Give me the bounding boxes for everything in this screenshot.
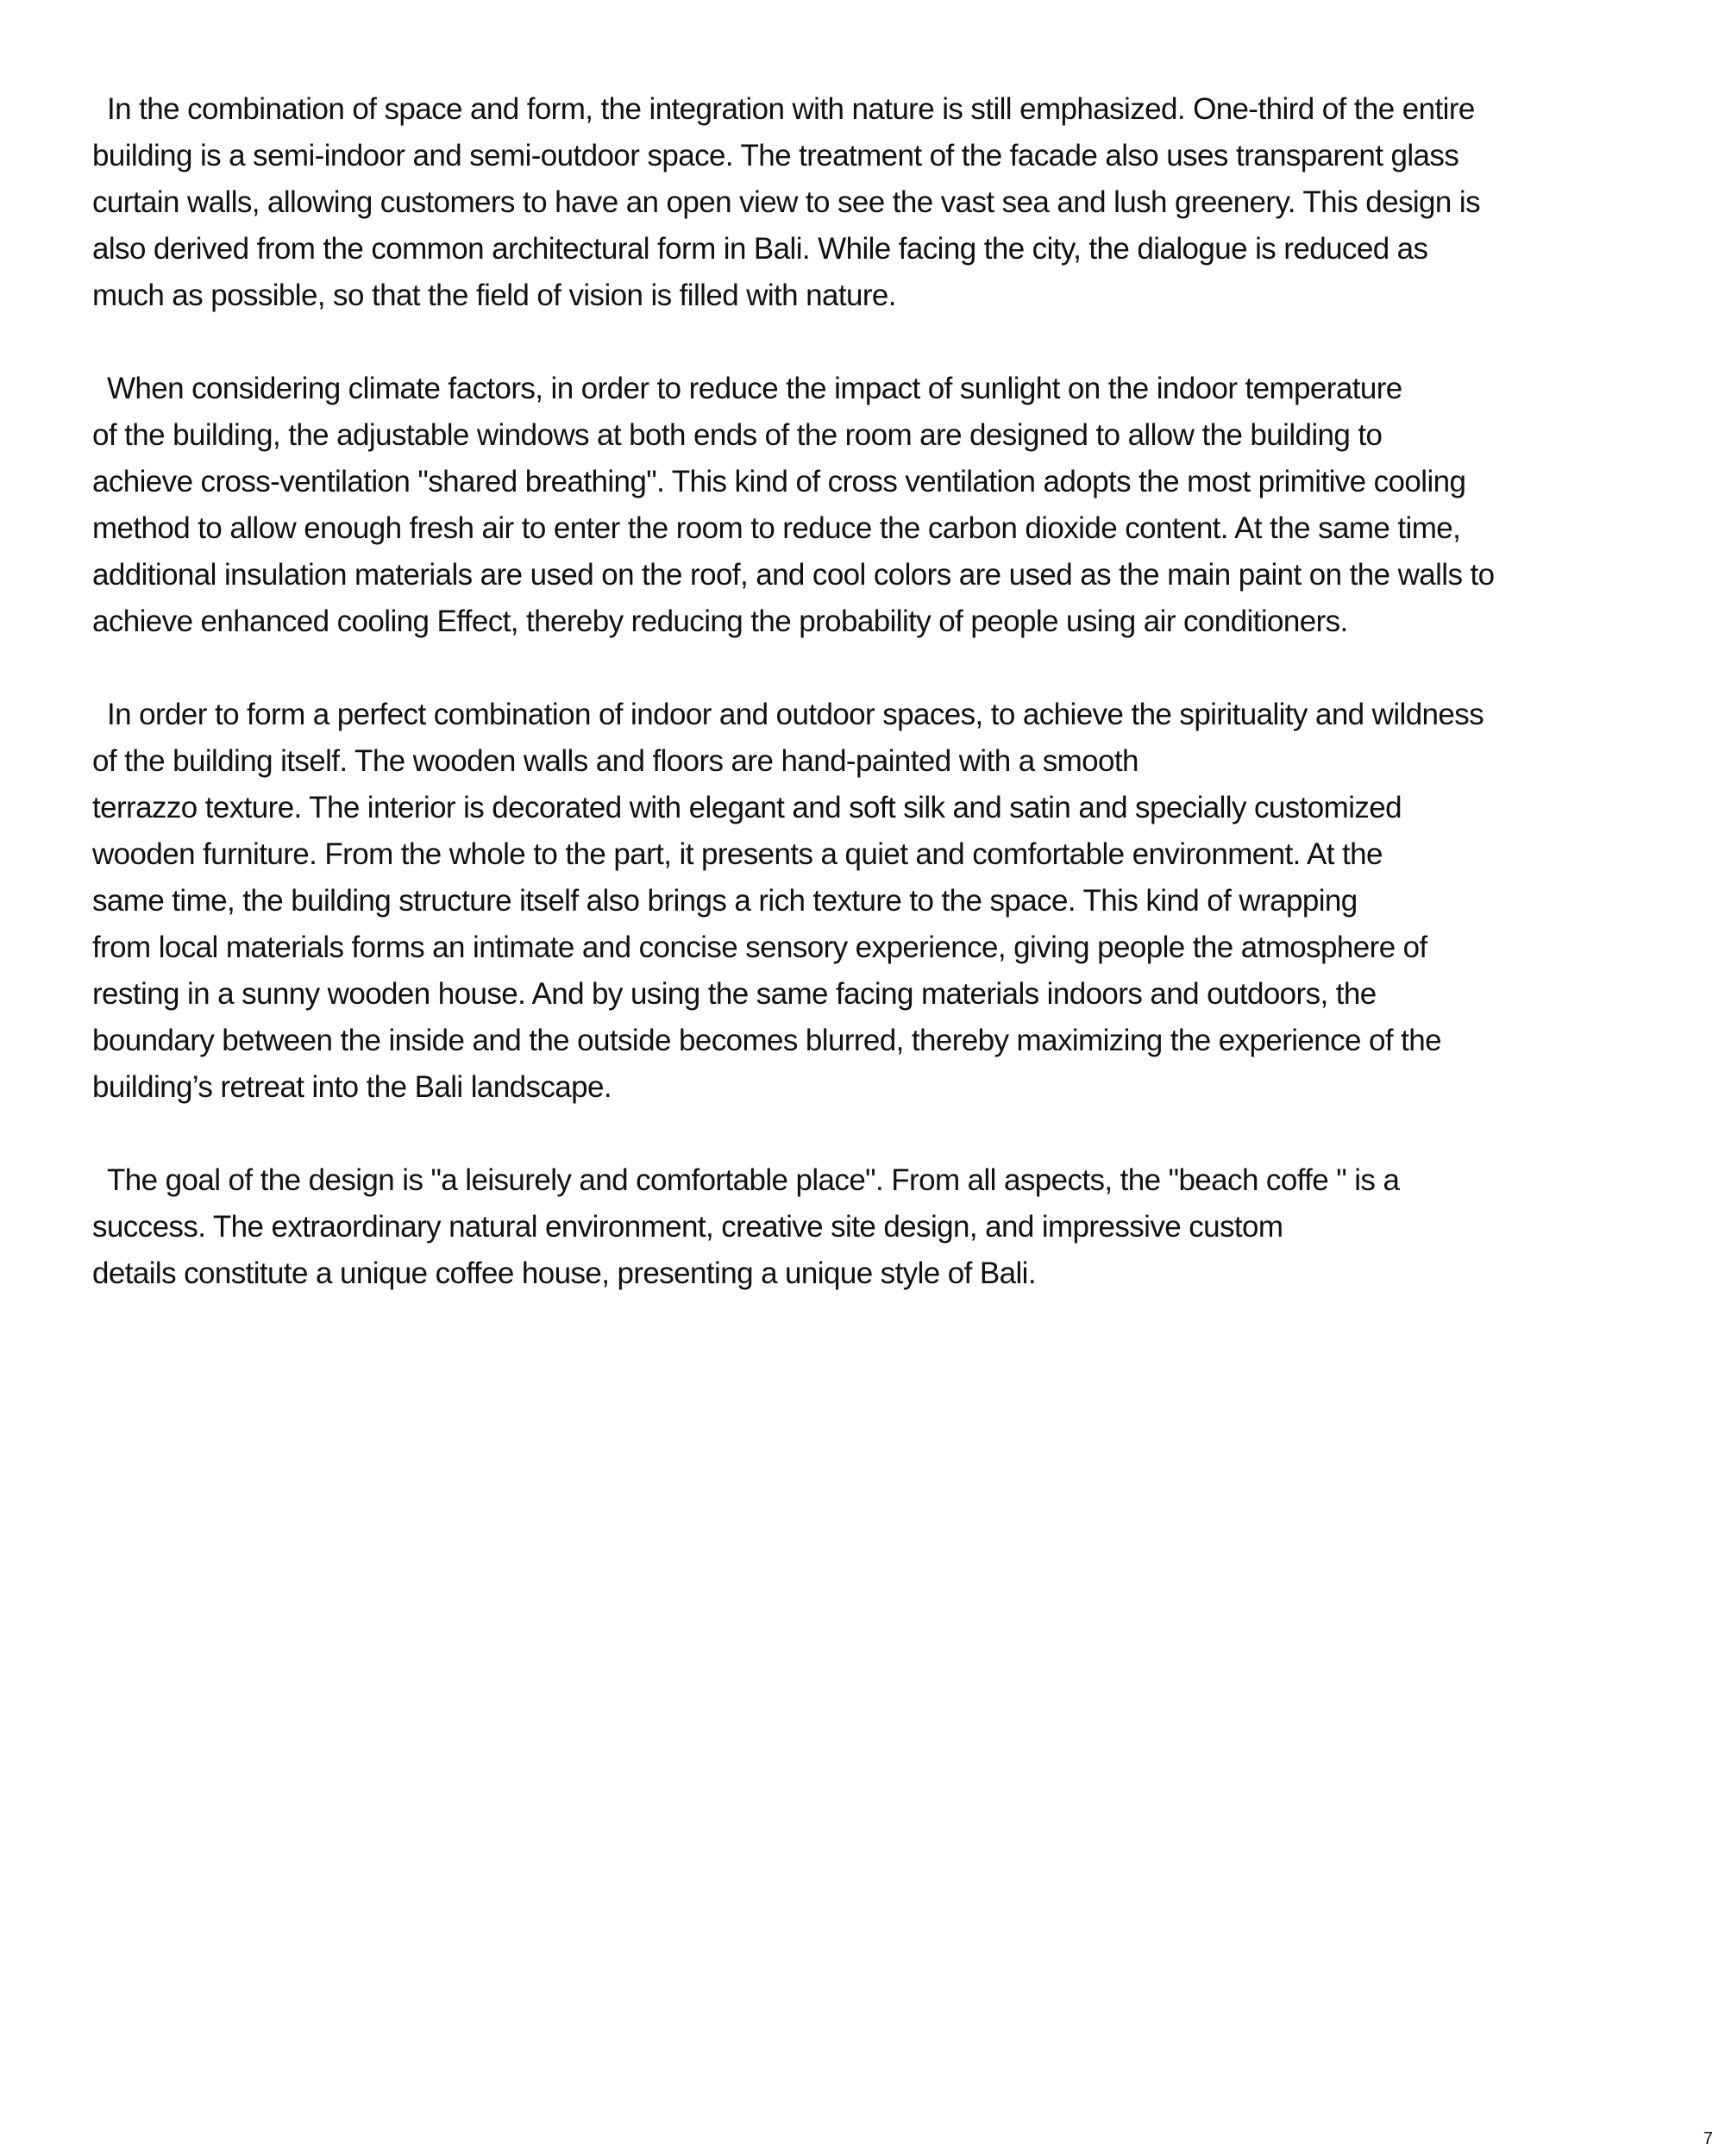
text-line: building’s retreat into the Bali landscape. (92, 1070, 612, 1104)
text-line: terrazzo texture. The interior is decorated with elegant and soft silk and satin and specially customized (92, 791, 1402, 824)
text-line: curtain walls, allowing customers to have an open view to see the vast sea and lush greenery. This design is (92, 185, 1480, 219)
text-line: same time, the building structure itself also brings a rich texture to the space. This kind of wrapping (92, 884, 1358, 918)
paragraph-indoor-outdoor (92, 692, 1636, 1111)
text-line: of the building itself. The wooden walls and floors are hand-painted with a smooth (92, 744, 1138, 778)
text-line: building is a semi-indoor and semi-outdoor space. The treatment of the facade also uses transparent glass (92, 139, 1459, 172)
paragraph-climate-factors (92, 366, 1636, 645)
text-line: boundary between the inside and the outside becomes blurred, thereby maximizing the experience of the (92, 1024, 1442, 1057)
text-line: from local materials forms an intimate and concise sensory experience, giving people the atmosphere of (92, 931, 1427, 964)
text-line: wooden furniture. From the whole to the part, it presents a quiet and comfortable environment. At the (92, 837, 1383, 871)
text-line: of the building, the adjustable windows at both ends of the room are designed to allow the building to (92, 418, 1383, 452)
text-line: also derived from the common architectural form in Bali. While facing the city, the dialogue is reduced as (92, 232, 1428, 266)
text-line: much as possible, so that the field of vision is filled with nature. (92, 279, 896, 312)
text-line: success. The extraordinary natural environment, creative site design, and impressive custom (92, 1210, 1283, 1244)
page-number: 7 (1703, 2129, 1713, 2148)
text-line: resting in a sunny wooden house. And by using the same facing materials indoors and outdoors, the (92, 977, 1377, 1011)
text-line: In order to form a perfect combination of indoor and outdoor spaces, to achieve the spirituality and wildness (107, 698, 1484, 731)
text-line: additional insulation materials are used on the roof, and cool colors are used as the main paint on the walls to (92, 558, 1495, 592)
text-line: In the combination of space and form, the integration with nature is still emphasized. One-third of the entire (107, 92, 1475, 126)
paragraph-design-goal (92, 1157, 1636, 1297)
body-text (92, 86, 1636, 1344)
text-line: details constitute a unique coffee house, presenting a unique style of Bali. (92, 1257, 1036, 1290)
text-line: The goal of the design is "a leisurely and comfortable place". From all aspects, the "beach coffe " is a (107, 1163, 1400, 1197)
text-line: achieve enhanced cooling Effect, thereby reducing the probability of people using air conditioners. (92, 605, 1348, 638)
text-line: achieve cross-ventilation "shared breathing". This kind of cross ventilation adopts the most primitive cooling (92, 465, 1466, 498)
text-line: When considering climate factors, in order to reduce the impact of sunlight on the indoor temperature (107, 372, 1402, 405)
text-line: method to allow enough fresh air to enter the room to reduce the carbon dioxide content. At the same time, (92, 511, 1461, 545)
paragraph-space-and-form (92, 86, 1636, 319)
